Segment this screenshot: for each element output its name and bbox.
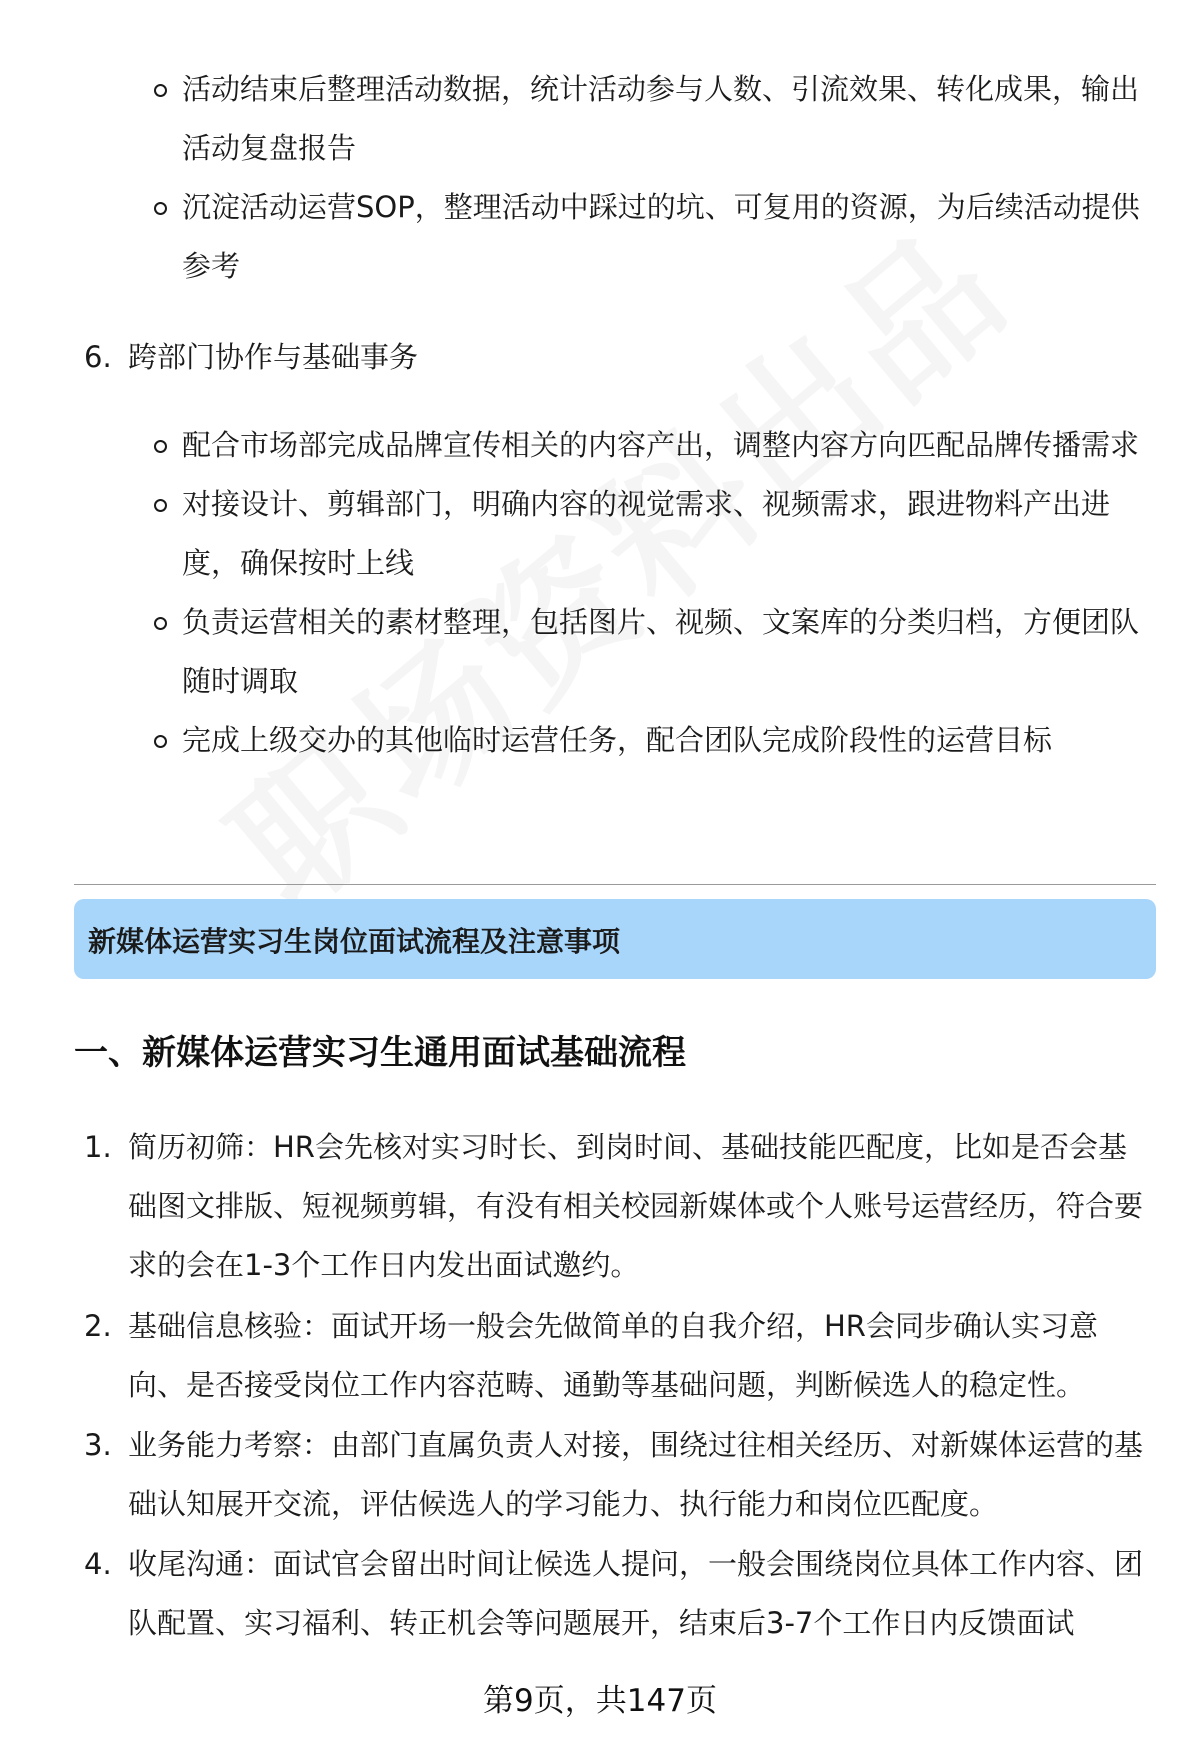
cross-department-list xyxy=(150,416,1140,770)
section-divider xyxy=(74,884,1156,885)
item-number: 3. xyxy=(84,1428,112,1462)
process-item-4 xyxy=(84,1535,1154,1653)
hollow-bullet-icon xyxy=(154,617,167,630)
hollow-bullet-icon xyxy=(154,202,167,215)
item-number: 6. xyxy=(84,340,112,374)
list-item: 完成上级交办的其他临时运营任务，配合团队完成阶段性的运营目标 xyxy=(150,711,1140,770)
item-text: 简历初筛：HR会先核对实习时长、到岗时间、基础技能匹配度，比如是否会基础图文排版、短视频剪辑，有没有相关校园新媒体或个人账号运营经历，符合要求的会在1-3个工作日内发出面试邀约。 xyxy=(128,1130,1144,1282)
numbered-item-6 xyxy=(84,328,1154,387)
hollow-bullet-icon xyxy=(154,84,167,97)
hollow-bullet-icon xyxy=(154,735,167,748)
list-item: 活动结束后整理活动数据，统计活动参与人数、引流效果、转化成果，输出活动复盘报告 xyxy=(150,60,1140,178)
hollow-bullet-icon xyxy=(154,499,167,512)
item-number: 2. xyxy=(84,1309,112,1343)
item-text: 收尾沟通：面试官会留出时间让候选人提问，一般会围绕岗位具体工作内容、团队配置、实习福利、转正机会等问题展开，结束后3-7个工作日内反馈面试 xyxy=(128,1547,1144,1640)
process-item-2 xyxy=(84,1297,1154,1415)
section-banner xyxy=(74,899,1156,979)
item-number: 4. xyxy=(84,1547,112,1581)
process-item-1 xyxy=(84,1118,1154,1295)
item-heading: 跨部门协作与基础事务 xyxy=(128,340,419,374)
list-item: 沉淀活动运营SOP，整理活动中踩过的坑、可复用的资源，为后续活动提供参考 xyxy=(150,178,1140,296)
list-item: 配合市场部完成品牌宣传相关的内容产出，调整内容方向匹配品牌传播需求 xyxy=(150,416,1140,475)
process-item-3 xyxy=(84,1416,1154,1534)
item-text: 基础信息核验：面试开场一般会先做简单的自我介绍，HR会同步确认实习意向、是否接受岗位工作内容范畴、通勤等基础问题，判断候选人的稳定性。 xyxy=(128,1309,1098,1402)
list-item: 负责运营相关的素材整理，包括图片、视频、文案库的分类归档，方便团队随时调取 xyxy=(150,593,1140,711)
item-text: 业务能力考察：由部门直属负责人对接，围绕过往相关经历、对新媒体运营的基础认知展开交流，评估候选人的学习能力、执行能力和岗位匹配度。 xyxy=(128,1428,1144,1521)
activity-review-list xyxy=(150,60,1140,296)
page-number: 第9页，共147页 xyxy=(483,1683,717,1719)
item-number: 1. xyxy=(84,1130,112,1164)
list-item: 对接设计、剪辑部门，明确内容的视觉需求、视频需求，跟进物料产出进度，确保按时上线 xyxy=(150,475,1140,593)
banner-title: 新媒体运营实习生岗位面试流程及注意事项 xyxy=(88,925,621,958)
section-heading: 一、新媒体运营实习生通用面试基础流程 xyxy=(74,1033,686,1073)
hollow-bullet-icon xyxy=(154,440,167,453)
